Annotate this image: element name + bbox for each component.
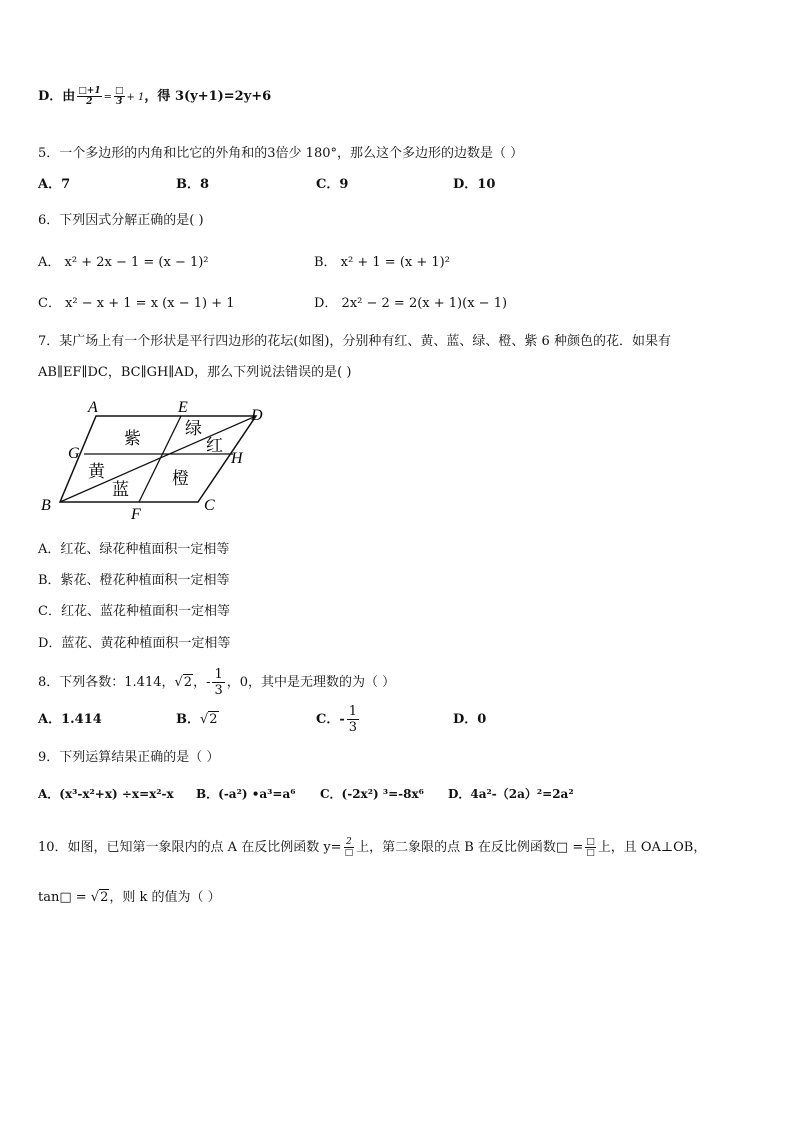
q10-fraction-1 bbox=[344, 837, 355, 858]
frac-numerator: □ bbox=[114, 86, 124, 96]
q7-stem-line1: 7．某广场上有一个形状是平行四边形的花坛(如图)，分别种有红、黄、蓝、绿、橙、紫 6 种颜色的花．如果有 bbox=[38, 334, 671, 349]
region-blue: 蓝 bbox=[112, 480, 129, 499]
q8-stem-suffix: ，0，其中是无理数的为（ ） bbox=[226, 675, 396, 690]
q7-option-d[interactable]: D．蓝花、黄花种植面积一定相等 bbox=[38, 636, 231, 651]
sqrt-2: √2 bbox=[90, 890, 109, 905]
q9-option-b[interactable]: B．(-a²) •a³=a⁶ bbox=[196, 787, 296, 801]
q8-option-d[interactable]: D．0 bbox=[453, 712, 487, 727]
frac-denominator: 2 bbox=[86, 97, 93, 107]
q7-stem-line2: AB∥EF∥DC，BC∥GH∥AD，那么下列说法错误的是( ) bbox=[38, 365, 352, 380]
q6-stem: 6．下列因式分解正确的是( ) bbox=[38, 213, 204, 228]
q10-fraction-2 bbox=[585, 837, 596, 858]
q4-option-d bbox=[38, 86, 271, 107]
q10-tan: tan□ = bbox=[38, 890, 91, 905]
q6-option-c[interactable]: C． x² − x + 1 = x (x − 1) + 1 bbox=[38, 296, 235, 311]
vertex-label-f: F bbox=[131, 506, 141, 523]
q4d-fraction-2 bbox=[114, 86, 125, 107]
q10-stem-line1 bbox=[38, 837, 706, 858]
q5-option-d[interactable]: D．10 bbox=[453, 177, 496, 192]
line-ef bbox=[139, 416, 181, 502]
q9-option-d[interactable]: D．4a²-（2a）²=2a² bbox=[448, 787, 574, 801]
plus-one: + 1 bbox=[126, 92, 145, 103]
frac-denominator: 3 bbox=[116, 97, 123, 107]
option-prefix: C．- bbox=[316, 712, 345, 727]
q6-option-a[interactable]: A． x² + 2x − 1 = (x − 1)² bbox=[38, 255, 209, 270]
frac-numerator: 1 bbox=[348, 704, 358, 719]
fraction-one-third bbox=[212, 667, 224, 698]
sqrt-radicand: 2 bbox=[209, 712, 218, 727]
q9-stem: 9．下列运算结果正确的是（ ） bbox=[38, 750, 220, 765]
vertex-label-a: A bbox=[88, 399, 98, 416]
q8-option-b[interactable] bbox=[176, 711, 219, 729]
q8-option-a[interactable]: A．1.414 bbox=[38, 712, 102, 727]
q5-option-b[interactable]: B．8 bbox=[176, 177, 210, 192]
region-green: 绿 bbox=[185, 419, 202, 438]
sqrt-radicand: 2 bbox=[100, 890, 109, 905]
frac-numerator: 2 bbox=[344, 837, 355, 848]
region-purple: 紫 bbox=[124, 429, 141, 448]
vertex-label-d: D bbox=[251, 407, 263, 424]
q4d-suffix: ，得 3(y+1)=2y+6 bbox=[144, 89, 272, 104]
q5-option-c[interactable]: C．9 bbox=[316, 177, 349, 192]
frac-numerator: □ bbox=[586, 837, 595, 847]
sqrt-2: √2 bbox=[174, 675, 193, 690]
sqrt-2: √2 bbox=[200, 712, 218, 727]
vertex-label-c: C bbox=[204, 497, 215, 514]
q10-text-b: 上，第二象限的点 B 在反比例函数□ = bbox=[356, 840, 584, 855]
q7-option-a[interactable]: A．红花、绿花种植面积一定相等 bbox=[38, 542, 230, 557]
frac-denominator: □ bbox=[586, 848, 595, 858]
q10-stem-line2 bbox=[38, 889, 221, 907]
q8-stem-prefix: 8．下列各数：1.414， bbox=[38, 675, 175, 690]
sqrt-radicand: 2 bbox=[183, 675, 193, 690]
q8-neg: ，- bbox=[193, 675, 211, 690]
region-orange: 橙 bbox=[172, 469, 189, 488]
frac-denominator: 3 bbox=[214, 683, 223, 698]
option-prefix: B． bbox=[176, 712, 200, 727]
q6-option-d[interactable]: D． 2x² − 2 = 2(x + 1)(x − 1) bbox=[314, 296, 508, 311]
q10-text-c: 上，且 OA⊥OB， bbox=[597, 840, 707, 855]
q9-option-a[interactable]: A．(x³-x²+x) ÷x=x²-x bbox=[38, 787, 174, 801]
q10-text-d: ，则 k 的值为（ ） bbox=[109, 890, 221, 905]
q9-option-c[interactable]: C．(-2x²) ³=-8x⁶ bbox=[320, 787, 424, 801]
frac-numerator: 1 bbox=[214, 667, 223, 682]
q4d-prefix: D．由 bbox=[38, 89, 76, 104]
vertex-label-g: G bbox=[68, 445, 80, 462]
parallelogram-figure bbox=[38, 398, 278, 523]
q5-option-a[interactable]: A．7 bbox=[38, 177, 71, 192]
q10-text-a: 10．如图，已知第一象限内的点 A 在反比例函数 y= bbox=[38, 840, 342, 855]
region-yellow: 黄 bbox=[88, 462, 105, 481]
q7-option-c[interactable]: C．红花、蓝花种植面积一定相等 bbox=[38, 604, 230, 619]
q5-stem: 5．一个多边形的内角和比它的外角和的3倍少 180°，那么这个多边形的边数是（ ） bbox=[38, 146, 524, 161]
q8-option-c[interactable] bbox=[316, 704, 361, 735]
equals-sign: = bbox=[103, 92, 112, 103]
q4d-fraction-1 bbox=[77, 86, 101, 107]
frac-numerator: □+1 bbox=[78, 86, 101, 96]
frac-denominator: 3 bbox=[348, 720, 358, 735]
fraction-one-third bbox=[347, 704, 359, 735]
q6-option-b[interactable]: B． x² + 1 = (x + 1)² bbox=[314, 255, 450, 270]
vertex-label-h: H bbox=[231, 450, 243, 467]
q7-option-b[interactable]: B．紫花、橙花种植面积一定相等 bbox=[38, 573, 230, 588]
vertex-label-b: B bbox=[41, 497, 51, 514]
vertex-label-e: E bbox=[178, 399, 188, 416]
region-red: 红 bbox=[206, 436, 223, 455]
frac-denominator: □ bbox=[344, 848, 354, 858]
q8-stem bbox=[38, 667, 395, 698]
